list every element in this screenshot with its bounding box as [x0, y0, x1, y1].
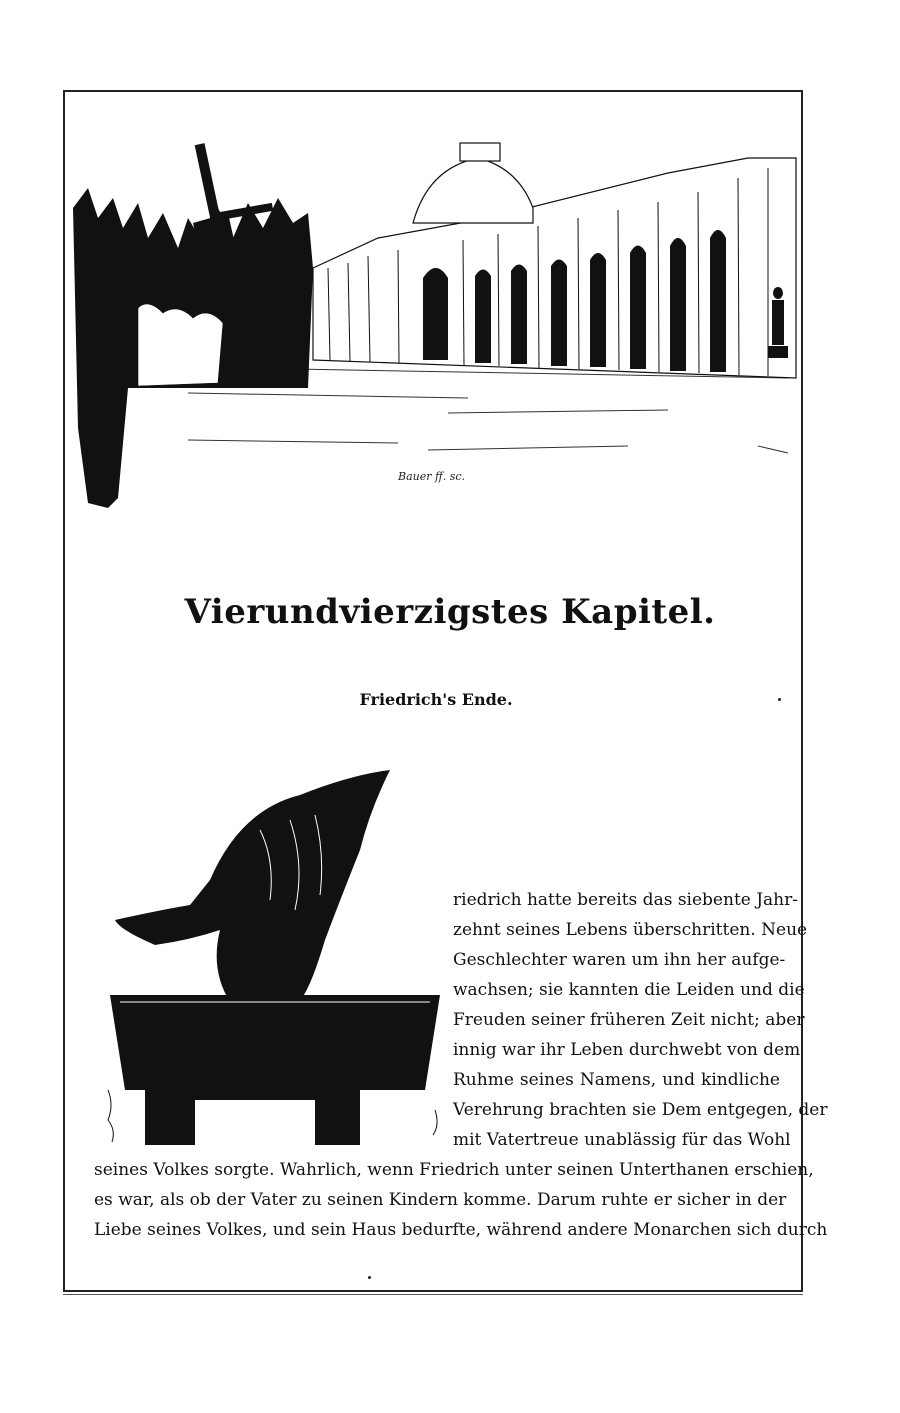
body-line: Verehrung brachten sie Dem entgegen, der: [453, 1100, 828, 1120]
body-line: Freuden seiner früheren Zeit nicht; aber: [453, 1010, 805, 1030]
body-line: wachsen; sie kannten die Leiden und die: [453, 980, 805, 1000]
body-line: Geschlechter waren um ihn her aufge-: [453, 950, 786, 970]
body-line: zehnt seines Lebens überschritten. Neue: [453, 920, 808, 940]
engraver-signature: Bauer ff. sc.: [398, 470, 466, 483]
initial-f-eagle-illustration: [100, 770, 450, 1155]
body-line: Ruhme seines Namens, und kindliche: [453, 1070, 780, 1090]
body-line: es war, als ob der Vater zu seinen Kindern komme. Darum ruhte er sicher in der: [94, 1190, 787, 1210]
body-line: riedrich hatte bereits das siebente Jahr-: [453, 890, 799, 910]
frame-rule: [63, 1294, 803, 1295]
chapter-title: Vierundvierzigstes Kapitel.: [184, 592, 716, 632]
body-line: mit Vatertreue unablässig für das Wohl: [453, 1130, 791, 1150]
palace-engraving-illustration: [68, 128, 798, 518]
body-line: innig war ihr Leben durchwebt von dem: [453, 1040, 801, 1060]
chapter-subtitle: Friedrich's Ende.: [359, 690, 513, 709]
page-mark-dot: [778, 698, 781, 701]
page-mark-dot: [368, 1276, 371, 1279]
body-line: seines Volkes sorgte. Wahrlich, wenn Friedrich unter seinen Unterthanen erschien,: [94, 1160, 814, 1180]
body-line: Liebe seines Volkes, und sein Haus bedurfte, während andere Monarchen sich durch: [94, 1220, 828, 1240]
